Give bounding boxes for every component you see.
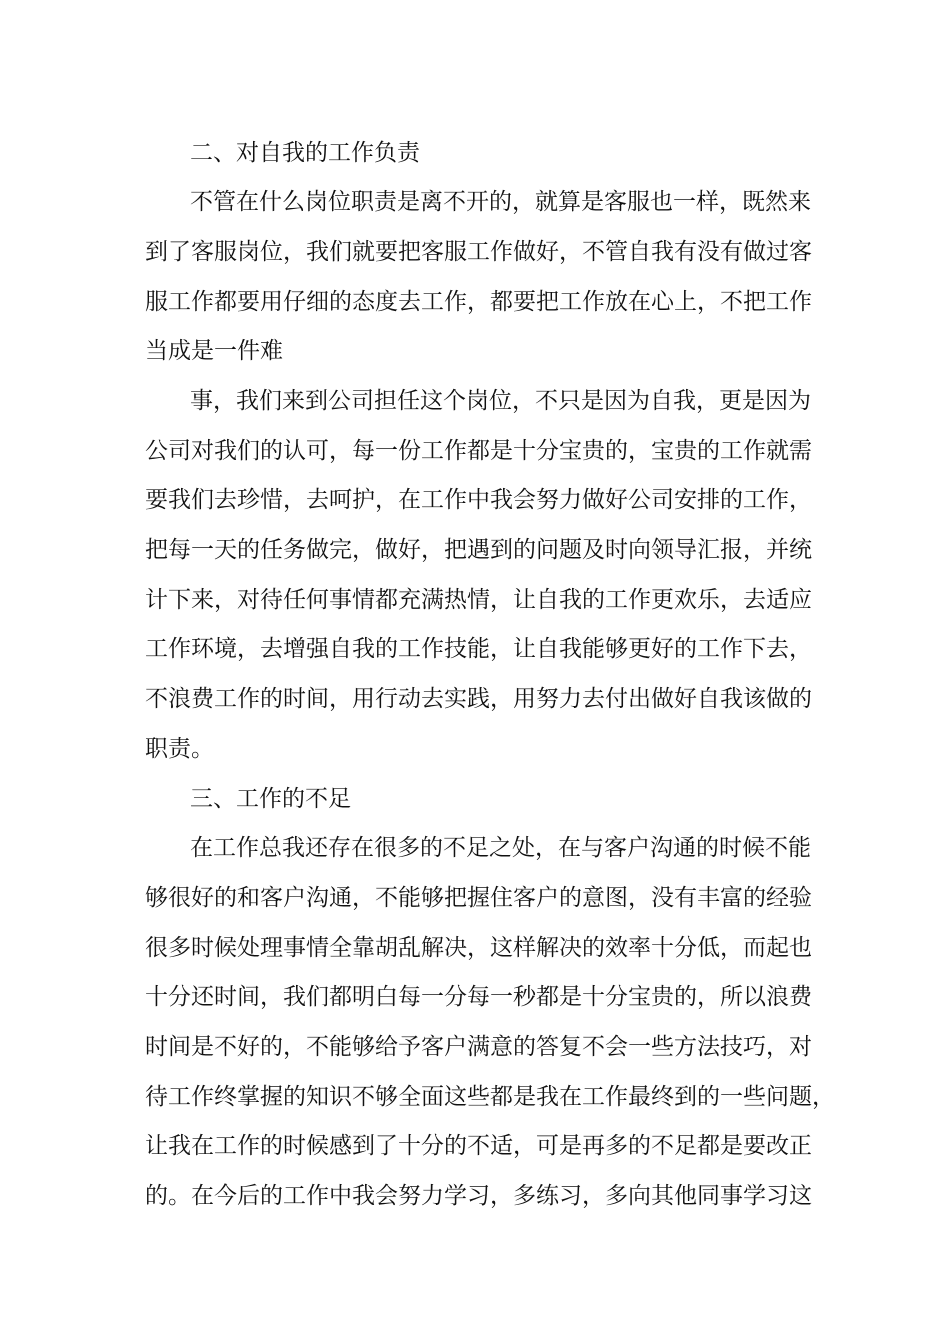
text-line: 的。在今后的工作中我会努力学习，多练习，多向其他同事学习这 [145,1183,812,1209]
text-line: 把每一天的任务做完，做好，把遇到的问题及时向领导汇报，并统 [145,537,812,563]
text-line: 不管在什么岗位职责是离不开的，就算是客服也一样，既然来 [190,189,811,215]
section-heading: 三、工作的不足 [190,786,351,812]
text-line: 够很好的和客户沟通，不能够把握住客户的意图，没有丰富的经验 [145,885,812,911]
text-line: 服工作都要用仔细的态度去工作，都要把工作放在心上，不把工作 [145,289,812,315]
text-line: 计下来，对待任何事情都充满热情，让自我的工作更欢乐，去适应 [145,587,812,613]
text-line: 公司对我们的认可，每一份工作都是十分宝贵的，宝贵的工作就需 [145,438,812,464]
text-line: 不浪费工作的时间，用行动去实践，用努力去付出做好自我该做的 [145,686,812,712]
text-line: 要我们去珍惜，去呵护，在工作中我会努力做好公司安排的工作， [145,487,812,513]
section-heading: 二、对自我的工作负责 [190,140,420,166]
text-line: 时间是不好的，不能够给予客户满意的答复不会一些方法技巧，对 [145,1034,812,1060]
text-line: 让我在工作的时候感到了十分的不适，可是再多的不足都是要改正 [145,1133,812,1159]
text-line: 到了客服岗位，我们就要把客服工作做好，不管自我有没有做过客 [145,239,812,265]
text-line: 职责。 [145,736,214,762]
text-line: 当成是一件难 [145,338,283,364]
text-line: 事，我们来到公司担任这个岗位，不只是因为自我，更是因为 [190,388,811,414]
text-line: 待工作终掌握的知识不够全面这些都是我在工作最终到的一些问题， [145,1084,835,1110]
text-line: 工作环境，去增强自我的工作技能，让自我能够更好的工作下去， [145,636,812,662]
text-line: 十分还时间，我们都明白每一分每一秒都是十分宝贵的，所以浪费 [145,984,812,1010]
text-line: 在工作总我还存在很多的不足之处，在与客户沟通的时候不能 [190,835,811,861]
text-line: 很多时候处理事情全靠胡乱解决，这样解决的效率十分低，而起也 [145,935,812,961]
